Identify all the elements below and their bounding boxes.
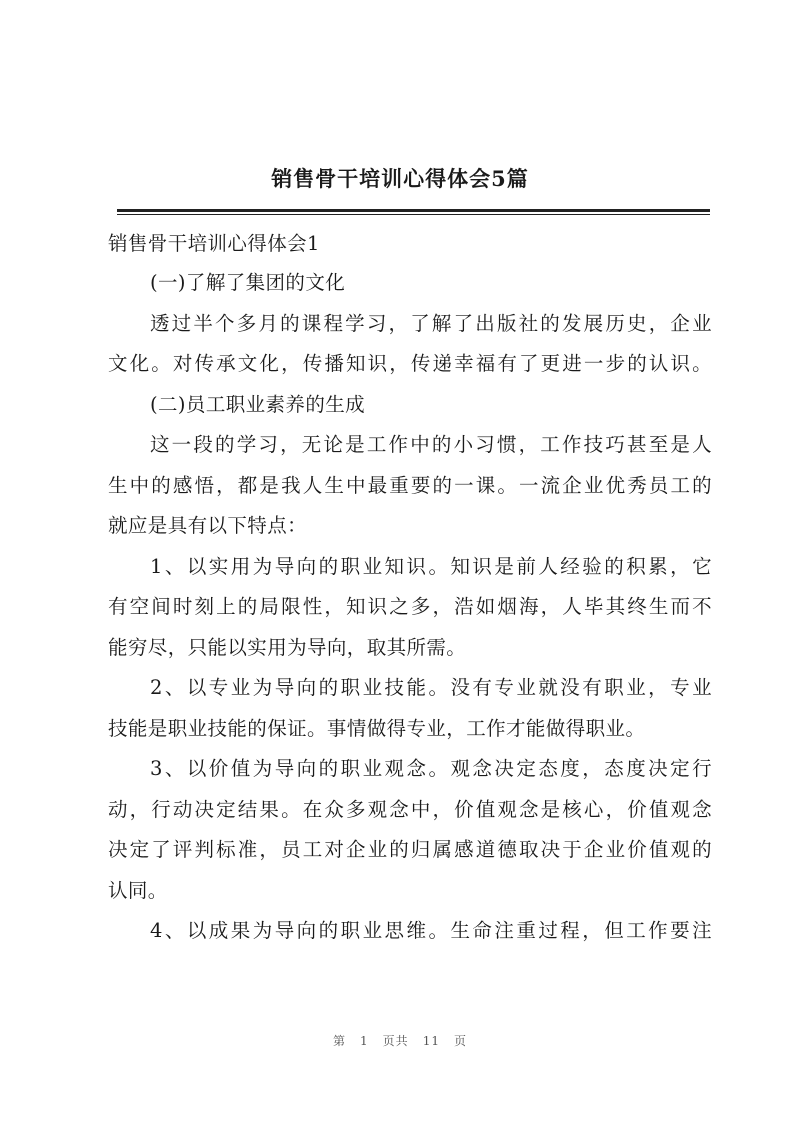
footer-ye: 页 bbox=[453, 1034, 467, 1048]
paragraph-line: 3、以价值为导向的职业观念。观念决定态度，态度决定行 bbox=[150, 757, 712, 780]
title-divider-thick bbox=[117, 209, 710, 212]
paragraph-line: 4、以成果为导向的职业思维。生命注重过程，但工作要注 bbox=[150, 919, 712, 942]
footer-ye-gong: 页共 bbox=[382, 1034, 409, 1048]
paragraph-line: 动，行动决定结果。在众多观念中，价值观念是核心，价值观念 bbox=[108, 797, 712, 821]
paragraph-line: 技能是职业技能的保证。事情做得专业，工作才能做得职业。 bbox=[108, 716, 646, 740]
page-number: 1 bbox=[360, 1034, 369, 1048]
section-heading: 销售骨干培训心得体会1 bbox=[108, 232, 320, 255]
paragraph-line: 能穷尽，只能以实用为导向，取其所需。 bbox=[108, 635, 467, 659]
paragraph-line: 认同。 bbox=[108, 878, 168, 902]
footer-di: 第 bbox=[333, 1034, 347, 1048]
document-title: 销售骨干培训心得体会5篇 bbox=[271, 166, 529, 191]
paragraph-line: 有空间时刻上的局限性，知识之多，浩如烟海，人毕其终生而不 bbox=[108, 595, 712, 618]
document-body bbox=[108, 224, 712, 952]
paragraph-line: 透过半个多月的课程学习，了解了出版社的发展历史，企业 bbox=[150, 311, 712, 335]
paragraph-line: 文化。对传承文化，传播知识，传递幸福有了更进一步的认识。 bbox=[108, 352, 712, 375]
paragraph-line: 2、以专业为导向的职业技能。没有专业就没有职业，专业 bbox=[150, 676, 712, 699]
paragraph-heading: (二)员工职业素养的生成 bbox=[150, 392, 366, 416]
page-footer bbox=[0, 1032, 800, 1049]
paragraph-line: 1、以实用为导向的职业知识。知识是前人经验的积累，它 bbox=[150, 554, 712, 578]
paragraph-line: 就应是具有以下特点： bbox=[108, 514, 308, 537]
total-pages: 11 bbox=[422, 1034, 440, 1048]
paragraph-line: 决定了评判标准，员工对企业的归属感道德取决于企业价值观的 bbox=[108, 838, 712, 861]
paragraph-line: 这一段的学习，无论是工作中的小习惯，工作技巧甚至是人 bbox=[150, 433, 712, 456]
title-divider-thin bbox=[117, 214, 710, 215]
paragraph-heading: (一)了解了集团的文化 bbox=[150, 271, 346, 294]
paragraph-line: 生中的感悟，都是我人生中最重要的一课。一流企业优秀员工的 bbox=[108, 473, 712, 497]
